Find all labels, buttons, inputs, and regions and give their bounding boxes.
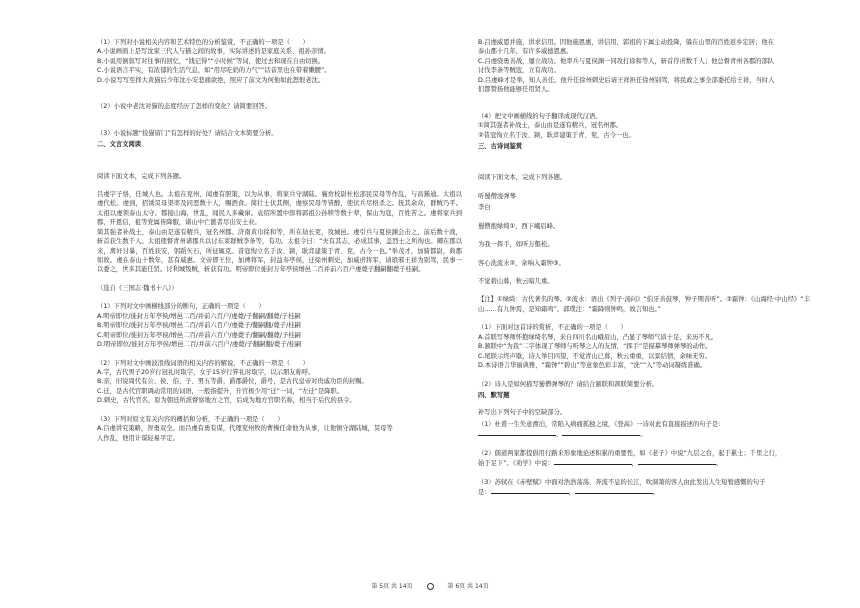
question-block: （3）小说标题“捡猫留门”有怎样的好处？请结合文本简要分析。 [97,129,278,137]
question-block [478,323,810,370]
option-d: D.小说写写至择大黄猫后少年沈小安悲痛欲绝，照应了前文为何他如此怒恨老沈。 [97,76,325,84]
dictation-prompt: （2）儒道两家都提倡用行路来形象地论述积累的重要性，如《老子》中说“九层之台，起于累土；千里之行， [478,449,782,457]
option-a: A.字，古代男子20岁行冠礼时取字，女子15岁行笄礼时取字，以示朋友称呼。 [97,368,315,376]
poem-author: 李白 [478,204,491,212]
poem-line: 客心洗流水②，余响入霜钟③。 [478,259,565,267]
question-block: （2）小说中老沈对猫的态度经历了怎样的变化？请简要回答。 [97,103,272,111]
dictation-prompt-cont: 始于足下”。《劝学》中说： [478,460,554,468]
option-c: C.尾联示终声歇，诗人举目四望，不觉青山已暮，秋云重重，以景结情，余味无穷。 [478,352,712,360]
question-stem: （1）下面对这首诗的赏析，不正确的一项是（ ） [478,324,627,332]
option-a: A.小说画面上是写沈家三代人与猫之间的故事，实际讲述的是家庭关系、祖孙亲情。 [97,48,330,56]
question-block-cont [478,38,810,95]
option-c: C.吕虔骁勇善战，屡立战功。他率兵与夏侯渊一同攻打徐和等人，斩首俘虏数千人；他总督青州各郡的部队 [478,57,775,65]
option-d: D.本诗语言华丽典雅，“霜钟”“碧山”等意象色彩丰富，“洗”“入”等动词凝练准确。 [478,362,707,370]
question-block [97,359,462,406]
poem-line: 蜀僧抱绿绮①，西下峨眉峰。 [478,222,560,230]
dictation-prompt: （1）杜甫一生失意漂泊，常陷入病痛孤独之境，《登高》一诗对此有直接描述的句子是： [478,420,725,428]
option-b: B.明帝即位/徙封万年亭侯/增邑二百/并前六百户/虔薨子/翻嗣翻/薨子/桂嗣 [97,322,301,330]
poem-line: 为我一挥手，如听万壑松。 [478,241,554,249]
option-c: C.小说语言平实，有浓郁的生活气息，如“用尽吃奶的力气”“话音里也在带着懒腰”。 [97,67,331,75]
question-block [97,38,462,85]
left-column [97,38,462,452]
passage-paragraph: 简其强者补战士，泰山由是遂有精兵，冠名州郡。济南黄巾徐和等，所在劫长吏，攻城邑。虔引兵与夏侯渊会击之，前后数十战，斩首获生数千人。太祖使督青州诸郡兵以讨东莱群贼李条等，有功。太祖令曰：“夫有其志，必成其事，盖烈士之所徇也。卿在郡以来，禽奸讨暴，百姓获安，躬蹈矢石，所征辄克。昔寇恂立名于汝、颍，耿弇建策于青、兖，古今一也。”举茂才，加骑都尉，典郡如故。虔在泰山十数年，甚有威惠。文帝即王位，加裨将军，封益寿亭侯，迁徐州刺史，加威虏将军，请琅邪王祥为别驾，民事一以委之，世多其能任贤。讨利城叛贼，斩获有功。明帝即位徙封万年亭侯增邑二百并前六百户虔薨子翻嗣翻薨子桂嗣。 [97,228,462,274]
question-block [97,302,462,349]
option-b: B.小说用倒叙写对往事的回忆，“钱记得”“小时候”等词，使过去和现在自由切换。 [97,57,325,65]
reading-intro: 阅读下面文本，完成下列各题。 [97,172,186,180]
question-block [478,112,810,140]
dictation-item [478,420,810,440]
question-stem: （1）下列对文中画横线部分的断句，正确的一项是（ ） [97,303,265,311]
passage-paragraph: 吕虔字子恪，任城人也。太祖在兖州，闻虔有胆策，以为从事，将家兵守湖陆。襄贲校尉杜松部民炅母等作乱，与昌豨通。太祖以虔代松。虔到，招诱炅母渠率及同恶数十人，赐酒食。简壮士伏其侧，虔察炅母等皆醉，使伏兵尽格杀之。抚其余众，群贼乃平。太祖以虔领泰山太守。郡接山海，世乱，闻民人多藏窜。袁绍所置中郎将郭祖公孙犊等数十辈，保山为寇，百姓苦之。虔将家兵到郡，开恩信，祖等党属皆降服，诸山中亡匿者尽出安土业。 [97,190,462,227]
option-c: C.迁，是古代官职调动常用的词语，一般指提升，升官极少用“迁”一词，“左迁”是降职。 [97,387,344,395]
section-heading: 四、默写题 [478,391,510,399]
option-a: A.吕虔讲究策略，智勇双全。而吕虔有勇有谋，代理兖州牧的曹操任命他为从事，让他镇守湖陆城，炅母等 [97,425,393,433]
option-b: B.颔联中“为我”二字体现了琴师与听琴之人的友情，“挥手”是描摹琴师弹琴的动作。 [478,343,712,351]
question-block: （2）诗人是如何描写蜀僧弹琴的？请结合颔联和颈联简要分析。 [478,380,659,388]
option-a: A.首联写琴师怀抱绿绮名琴，来自四川名山峨眉山，凸显了琴师气质十足，来历不凡。 [478,333,718,341]
option-b: B.吕虔威恩并施，讲求信用。因他施恩惠，讲信用，郭祖的下属主动投降，躲在山里的百姓返乡定居；他在 [478,39,774,46]
answer-blanks: ， 。 [478,429,810,439]
translate-sentence-2: ②昔寇恂立名于汝、颍，耿弇建策于青、兖，古今一也。 [478,131,635,139]
poem-line: 不觉碧山暮，秋云暗几重。 [478,278,554,285]
answer-blank[interactable] [554,458,632,465]
dictation-item: （2）儒道两家都提倡用行路来形象地论述积累的重要性，如《老子》中说“九层之台，起于累土；千里之行， 始于足下”。《劝学》中说： ， 。 [478,449,810,469]
option-a: A.明帝即位/徙封万年亭侯/增邑二百/并前六百户/虔薨/子翻嗣/翻薨/子桂嗣 [97,312,301,320]
answer-blank[interactable] [575,487,653,494]
binding-hole-icon [427,583,434,590]
answer-blank[interactable] [491,487,569,494]
page-number-right: 第 6页 共 14页 [447,583,489,590]
option-d: D.吕虔峰才是举，知人善任。他升任徐州刺史后请王祥担任徐州别驾，将民政之事全部委托给王祥，当时人 [478,76,775,84]
page-number-left: 第 5页 共 14页 [371,583,413,590]
option-c-cont: 讨伐李条等贼寇，立有战功。 [478,67,560,75]
right-column [478,38,810,506]
question-block [97,415,462,443]
passage-source: （选自《三国志·魏书十八》） [97,284,178,292]
dictation-prompt: （3）苏轼在《赤壁赋》中面对浩浩荡荡、奔流不息的长江，吹洞箫的客人由此发出人生短暂感慨的句子 [478,478,766,486]
dictation-intro: 补写出下列句子中的空缺部分。 [478,409,567,417]
question-stem: （1）下列对小说相关内容和艺术特色的分析鉴赏，不正确的一项是（ ） [97,39,309,46]
option-d: D.刺史，古代官名，原为朝廷所派督察地方之官，后成为地方官职名称，相当于后代的县令。 [97,397,356,405]
translate-sentence-1: ①简其强者补战士，泰山由是遂有精兵，冠名州郡。 [478,122,623,130]
option-d-cont: 们都赞扬他能够任用贤人。 [478,86,554,94]
answer-blank[interactable] [638,458,716,465]
question-stem: （4）把文中画横线的句子翻译成现代汉语。 [478,112,602,120]
option-c: C.明帝即位/徙封万年亭侯/增邑二百/并前六百户/虔薨子/翻嗣/翻薨/子桂嗣 [97,331,301,339]
answer-blank[interactable] [478,429,556,436]
dictation-prompt-cont: 是： [478,489,491,496]
answer-blank[interactable] [562,429,640,436]
section-heading: 二、文言文阅读 [97,141,142,149]
option-b-cont: 泰山郡十几年，有许多威德恩惠。 [478,48,573,56]
option-b: B.亲，旧说周代有公、侯、伯、子、男五等爵，爵郡爵位，爵号，是古代皇帝对贵戚功臣的封赐。 [97,378,368,386]
option-a-cont: 人作乱，他用计谋轻易平定。 [97,434,179,442]
poem-title: 听蜀僧浚弹琴 [478,192,516,200]
dictation-item: （3）苏轼在《赤壁赋》中面对浩浩荡荡、奔流不息的长江，吹洞箫的客人由此发出人生短暂感慨的句子 是： ， 。 [478,478,810,498]
poem-note: 【注】①绿绮：古代著名的琴。②流水：语出《列子·汤问》“伯牙善鼓琴，钟子期善听”。③霜钟：《山海经·中山经》“丰山……有九钟焉，是知霜鸣”。郭璞注：“霜降则钟鸣，故言知也。” [478,296,810,313]
question-stem: （3）下列对原文有关内容的概括和分析，不正确的一项是（ ） [97,415,284,423]
reading-intro: 阅读下面文本，完成下列各题。 [478,174,567,182]
option-d: D.明帝即位/徙封万年亭侯/增邑二百/并前六百户/虔薨/子翻嗣翻/薨子/桂嗣 [97,341,302,349]
section-heading: 三、古诗词鉴赏 [478,142,523,150]
question-stem: （2）下列对文中画波浪线词语的相关内容的解说，不正确的一项是（ ） [97,359,309,367]
page-footer [0,581,860,590]
